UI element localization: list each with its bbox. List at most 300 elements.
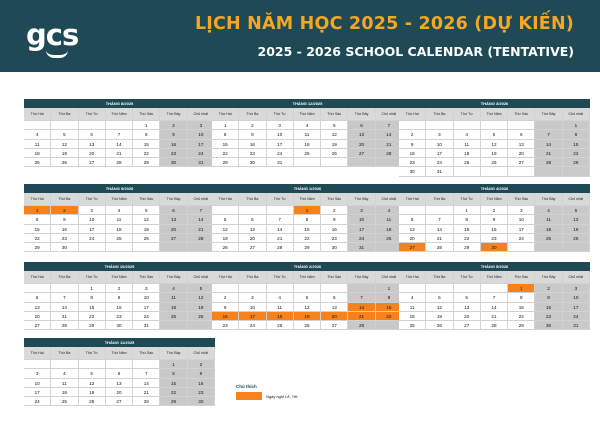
day-cell: 8	[160, 369, 187, 378]
day-cell: 3	[188, 121, 215, 130]
month-day-grid	[399, 108, 590, 177]
empty-day-cell	[106, 243, 133, 252]
day-cell: 6	[24, 293, 51, 302]
empty-day-cell	[212, 284, 239, 293]
day-cell: 30	[535, 321, 562, 330]
day-cell: 8	[212, 130, 239, 139]
day-cell: 22	[24, 234, 51, 243]
day-cell: 2	[321, 206, 348, 215]
day-cell: 27	[454, 321, 481, 330]
day-cell: 20	[508, 149, 535, 158]
day-cell: 13	[399, 225, 426, 234]
day-cell: 8	[454, 215, 481, 224]
day-cell: 13	[160, 215, 187, 224]
month-calendar	[24, 184, 215, 252]
empty-day-cell	[426, 284, 453, 293]
day-cell: 23	[535, 312, 562, 321]
day-cell: 16	[212, 312, 239, 321]
empty-day-cell	[160, 321, 187, 330]
day-cell: 28	[426, 243, 453, 252]
weekday-header: Thứ Hai	[24, 193, 51, 206]
day-cell: 7	[267, 215, 294, 224]
day-cell: 14	[481, 303, 508, 312]
day-cell: 27	[321, 321, 348, 330]
empty-day-cell	[133, 243, 160, 252]
day-cell: 11	[376, 215, 403, 224]
empty-day-cell	[294, 158, 321, 167]
day-cell: 6	[508, 130, 535, 139]
day-cell: 5	[426, 293, 453, 302]
day-cell: 13	[348, 130, 375, 139]
day-cell: 8	[24, 215, 51, 224]
day-cell: 17	[267, 140, 294, 149]
day-cell: 12	[51, 140, 78, 149]
day-cell: 22	[294, 234, 321, 243]
day-cell: 25	[535, 234, 562, 243]
empty-day-cell	[106, 360, 133, 369]
day-cell: 28	[535, 158, 562, 167]
day-cell: 22	[212, 149, 239, 158]
day-cell: 9	[160, 130, 187, 139]
day-cell: 19	[51, 149, 78, 158]
day-cell: 1	[160, 360, 187, 369]
month-calendar	[212, 184, 403, 252]
empty-day-cell	[188, 243, 215, 252]
logo-text: gcs	[26, 18, 79, 52]
day-cell: 10	[267, 130, 294, 139]
day-cell: 3	[239, 293, 266, 302]
empty-day-cell	[267, 206, 294, 215]
day-cell: 25	[160, 312, 187, 321]
empty-day-cell	[399, 121, 426, 130]
weekday-header: Thứ Sáu	[508, 271, 535, 284]
weekday-header: Chủ nhật	[376, 271, 403, 284]
day-cell: 21	[348, 312, 375, 321]
day-cell: 27	[79, 158, 106, 167]
weekday-header: Thứ Bảy	[348, 193, 375, 206]
day-cell: 25	[454, 158, 481, 167]
day-cell: 9	[188, 369, 215, 378]
day-cell: 4	[160, 284, 187, 293]
empty-day-cell	[160, 243, 187, 252]
day-cell: 12	[188, 293, 215, 302]
day-cell: 27	[160, 234, 187, 243]
weekday-header: Thứ Bảy	[160, 108, 187, 121]
day-cell: 29	[563, 158, 590, 167]
day-cell: 18	[376, 225, 403, 234]
empty-day-cell	[508, 121, 535, 130]
day-cell: 24	[508, 234, 535, 243]
day-cell: 5	[481, 130, 508, 139]
weekday-header: Thứ Bảy	[160, 193, 187, 206]
day-cell: 1	[79, 284, 106, 293]
empty-day-cell	[563, 167, 590, 176]
day-cell: 20	[321, 312, 348, 321]
day-cell: 21	[106, 149, 133, 158]
weekday-header: Thứ Bảy	[160, 271, 187, 284]
day-cell: 1	[563, 121, 590, 130]
day-cell: 18	[294, 140, 321, 149]
empty-day-cell	[535, 121, 562, 130]
day-cell: 26	[563, 234, 590, 243]
weekday-header: Thứ Năm	[294, 108, 321, 121]
weekday-header: Thứ Năm	[106, 271, 133, 284]
legend-title: Chú thích	[236, 384, 257, 389]
day-cell: 15	[454, 225, 481, 234]
day-cell: 1	[24, 206, 51, 215]
month-day-grid	[24, 108, 215, 167]
day-cell: 17	[508, 225, 535, 234]
page-title-english: 2025 - 2026 SCHOOL CALENDAR (TENTATIVE)	[257, 44, 574, 59]
day-cell: 12	[321, 130, 348, 139]
day-cell: 5	[188, 284, 215, 293]
empty-day-cell	[24, 360, 51, 369]
weekday-header: Thứ Sáu	[133, 108, 160, 121]
day-cell: 11	[399, 303, 426, 312]
day-cell: 31	[188, 158, 215, 167]
month-calendar	[399, 99, 590, 177]
day-cell: 15	[212, 140, 239, 149]
day-cell: 12	[212, 225, 239, 234]
day-cell: 16	[399, 149, 426, 158]
empty-day-cell	[535, 243, 562, 252]
empty-day-cell	[481, 121, 508, 130]
day-cell: 3	[426, 130, 453, 139]
day-cell: 31	[426, 167, 453, 176]
day-cell: 19	[133, 225, 160, 234]
day-cell: 27	[348, 149, 375, 158]
weekday-header: Thứ Tư	[267, 271, 294, 284]
day-cell: 19	[321, 140, 348, 149]
day-cell: 11	[294, 130, 321, 139]
day-cell: 31	[348, 243, 375, 252]
month-title: THÁNG 12/2025	[212, 99, 403, 108]
day-cell: 17	[239, 312, 266, 321]
day-cell: 20	[24, 312, 51, 321]
day-cell: 31	[267, 158, 294, 167]
day-cell: 13	[24, 303, 51, 312]
weekday-header: Thứ Năm	[106, 108, 133, 121]
month-title: THÁNG 9/2025	[24, 184, 215, 193]
weekday-header: Thứ Hai	[212, 193, 239, 206]
month-title: THÁNG 5/2026	[399, 262, 590, 271]
weekday-header: Thứ Năm	[294, 271, 321, 284]
day-cell: 19	[79, 388, 106, 397]
day-cell: 17	[24, 388, 51, 397]
weekday-header: Thứ Sáu	[508, 193, 535, 206]
day-cell: 28	[51, 321, 78, 330]
day-cell: 30	[160, 158, 187, 167]
day-cell: 10	[508, 215, 535, 224]
day-cell: 27	[24, 321, 51, 330]
day-cell: 5	[294, 293, 321, 302]
day-cell: 25	[294, 149, 321, 158]
day-cell: 14	[106, 140, 133, 149]
empty-day-cell	[399, 284, 426, 293]
day-cell: 14	[267, 225, 294, 234]
day-cell: 21	[267, 234, 294, 243]
day-cell: 2	[212, 293, 239, 302]
empty-day-cell	[267, 284, 294, 293]
weekday-header: Thứ Sáu	[321, 193, 348, 206]
day-cell: 21	[426, 234, 453, 243]
day-cell: 3	[267, 121, 294, 130]
day-cell: 1	[294, 206, 321, 215]
day-cell: 22	[454, 234, 481, 243]
day-cell: 1	[376, 284, 403, 293]
day-cell: 4	[106, 206, 133, 215]
day-cell: 2	[160, 121, 187, 130]
weekday-header: Thứ Ba	[426, 193, 453, 206]
day-cell: 16	[535, 303, 562, 312]
day-cell: 16	[481, 225, 508, 234]
day-cell: 27	[399, 243, 426, 252]
day-cell: 24	[267, 149, 294, 158]
day-cell: 11	[24, 140, 51, 149]
day-cell: 12	[294, 303, 321, 312]
empty-day-cell	[24, 121, 51, 130]
day-cell: 9	[51, 215, 78, 224]
day-cell: 27	[239, 243, 266, 252]
day-cell: 20	[160, 225, 187, 234]
day-cell: 26	[294, 321, 321, 330]
weekday-header: Thứ Sáu	[508, 108, 535, 121]
day-cell: 14	[133, 379, 160, 388]
day-cell: 19	[563, 225, 590, 234]
day-cell: 23	[321, 234, 348, 243]
day-cell: 9	[399, 140, 426, 149]
day-cell: 25	[106, 234, 133, 243]
day-cell: 7	[188, 206, 215, 215]
day-cell: 20	[399, 234, 426, 243]
day-cell: 10	[563, 293, 590, 302]
weekday-header: Thứ Ba	[426, 108, 453, 121]
weekday-header: Thứ Bảy	[348, 271, 375, 284]
empty-day-cell	[563, 243, 590, 252]
weekday-header: Chủ nhật	[563, 193, 590, 206]
day-cell: 14	[426, 225, 453, 234]
weekday-header: Chủ nhật	[376, 108, 403, 121]
empty-day-cell	[133, 360, 160, 369]
empty-day-cell	[426, 206, 453, 215]
empty-day-cell	[239, 284, 266, 293]
month-title: THÁNG 8/2025	[24, 99, 215, 108]
day-cell: 29	[294, 243, 321, 252]
day-cell: 25	[24, 158, 51, 167]
day-cell: 25	[267, 321, 294, 330]
day-cell: 22	[376, 312, 403, 321]
month-title: THÁNG 1/2026	[212, 184, 403, 193]
day-cell: 2	[481, 206, 508, 215]
weekday-header: Thứ Hai	[212, 271, 239, 284]
day-cell: 7	[481, 293, 508, 302]
day-cell: 16	[321, 225, 348, 234]
page-title-vietnamese: LỊCH NĂM HỌC 2025 - 2026 (DỰ KIẾN)	[194, 14, 574, 34]
day-cell: 30	[399, 167, 426, 176]
weekday-header: Thứ Tư	[267, 108, 294, 121]
month-day-grid	[212, 271, 403, 330]
day-cell: 7	[426, 215, 453, 224]
empty-day-cell	[399, 206, 426, 215]
day-cell: 17	[563, 303, 590, 312]
day-cell: 3	[563, 284, 590, 293]
empty-day-cell	[454, 167, 481, 176]
day-cell: 16	[239, 140, 266, 149]
day-cell: 18	[24, 149, 51, 158]
weekday-header: Thứ Tư	[79, 193, 106, 206]
day-cell: 4	[376, 206, 403, 215]
day-cell: 28	[133, 397, 160, 406]
day-cell: 4	[294, 121, 321, 130]
day-cell: 28	[267, 243, 294, 252]
day-cell: 10	[24, 379, 51, 388]
weekday-header: Thứ Sáu	[321, 271, 348, 284]
day-cell: 23	[106, 312, 133, 321]
weekday-header: Thứ Bảy	[348, 108, 375, 121]
day-cell: 15	[563, 140, 590, 149]
day-cell: 10	[348, 215, 375, 224]
day-cell: 10	[133, 293, 160, 302]
day-cell: 31	[133, 321, 160, 330]
day-cell: 16	[106, 303, 133, 312]
empty-day-cell	[508, 243, 535, 252]
day-cell: 12	[133, 215, 160, 224]
month-day-grid	[24, 271, 215, 330]
day-cell: 17	[348, 225, 375, 234]
day-cell: 11	[535, 215, 562, 224]
day-cell: 7	[376, 121, 403, 130]
weekday-header: Thứ Tư	[79, 108, 106, 121]
legend	[236, 384, 298, 400]
day-cell: 2	[188, 360, 215, 369]
day-cell: 6	[79, 130, 106, 139]
day-cell: 5	[79, 369, 106, 378]
empty-day-cell	[348, 158, 375, 167]
day-cell: 7	[348, 293, 375, 302]
weekday-header: Chủ nhật	[188, 108, 215, 121]
day-cell: 19	[481, 149, 508, 158]
holiday-swatch	[236, 392, 262, 400]
day-cell: 14	[188, 215, 215, 224]
day-cell: 10	[79, 215, 106, 224]
legend-holiday-label: Ngày nghỉ Lễ, Tết	[266, 393, 298, 399]
weekday-header: Chủ nhật	[376, 193, 403, 206]
month-calendar	[399, 262, 590, 330]
day-cell: 16	[51, 225, 78, 234]
day-cell: 9	[481, 215, 508, 224]
day-cell: 6	[399, 215, 426, 224]
empty-day-cell	[79, 360, 106, 369]
day-cell: 8	[294, 215, 321, 224]
month-day-grid	[212, 108, 403, 167]
day-cell: 18	[535, 225, 562, 234]
empty-day-cell	[348, 284, 375, 293]
day-cell: 3	[133, 284, 160, 293]
day-cell: 16	[188, 379, 215, 388]
empty-day-cell	[212, 206, 239, 215]
empty-day-cell	[51, 284, 78, 293]
day-cell: 11	[106, 215, 133, 224]
day-cell: 1	[133, 121, 160, 130]
day-cell: 6	[321, 293, 348, 302]
month-calendar	[399, 184, 590, 252]
weekday-header: Thứ Ba	[239, 271, 266, 284]
day-cell: 13	[321, 303, 348, 312]
weekday-header: Thứ Ba	[51, 347, 78, 360]
day-cell: 22	[508, 312, 535, 321]
day-cell: 25	[399, 321, 426, 330]
day-cell: 24	[426, 158, 453, 167]
day-cell: 22	[133, 149, 160, 158]
weekday-header: Thứ Hai	[212, 108, 239, 121]
day-cell: 24	[24, 397, 51, 406]
day-cell: 28	[188, 234, 215, 243]
day-cell: 29	[454, 243, 481, 252]
day-cell: 7	[106, 130, 133, 139]
day-cell: 3	[24, 369, 51, 378]
day-cell: 8	[376, 293, 403, 302]
day-cell: 29	[133, 158, 160, 167]
day-cell: 14	[535, 140, 562, 149]
weekday-header: Thứ Ba	[51, 271, 78, 284]
weekday-header: Thứ Tư	[454, 271, 481, 284]
day-cell: 7	[51, 293, 78, 302]
month-title: THÁNG 11/2025	[24, 338, 215, 347]
day-cell: 18	[399, 312, 426, 321]
empty-day-cell	[454, 284, 481, 293]
weekday-header: Thứ Năm	[294, 193, 321, 206]
weekday-header: Thứ Năm	[106, 193, 133, 206]
weekday-header: Thứ Tư	[79, 271, 106, 284]
month-day-grid	[24, 347, 215, 406]
weekday-header: Thứ Sáu	[133, 271, 160, 284]
weekday-header: Thứ Sáu	[133, 193, 160, 206]
weekday-header: Thứ Tư	[79, 347, 106, 360]
empty-day-cell	[426, 121, 453, 130]
day-cell: 15	[24, 225, 51, 234]
day-cell: 18	[454, 149, 481, 158]
day-cell: 4	[51, 369, 78, 378]
month-day-grid	[24, 193, 215, 252]
day-cell: 9	[106, 293, 133, 302]
day-cell: 14	[51, 303, 78, 312]
day-cell: 28	[348, 321, 375, 330]
day-cell: 13	[508, 140, 535, 149]
day-cell: 9	[239, 130, 266, 139]
empty-day-cell	[106, 121, 133, 130]
day-cell: 30	[106, 321, 133, 330]
day-cell: 28	[376, 149, 403, 158]
month-calendar	[24, 338, 215, 406]
day-cell: 2	[535, 284, 562, 293]
day-cell: 10	[426, 140, 453, 149]
empty-day-cell	[321, 284, 348, 293]
weekday-header: Thứ Sáu	[133, 347, 160, 360]
day-cell: 26	[79, 397, 106, 406]
day-cell: 8	[79, 293, 106, 302]
day-cell: 11	[160, 293, 187, 302]
day-cell: 15	[508, 303, 535, 312]
day-cell: 19	[426, 312, 453, 321]
day-cell: 8	[508, 293, 535, 302]
day-cell: 1	[212, 121, 239, 130]
month-calendar	[212, 99, 403, 167]
day-cell: 5	[133, 206, 160, 215]
day-cell: 17	[426, 149, 453, 158]
weekday-header: Thứ Ba	[239, 193, 266, 206]
day-cell: 11	[454, 140, 481, 149]
day-cell: 9	[212, 303, 239, 312]
